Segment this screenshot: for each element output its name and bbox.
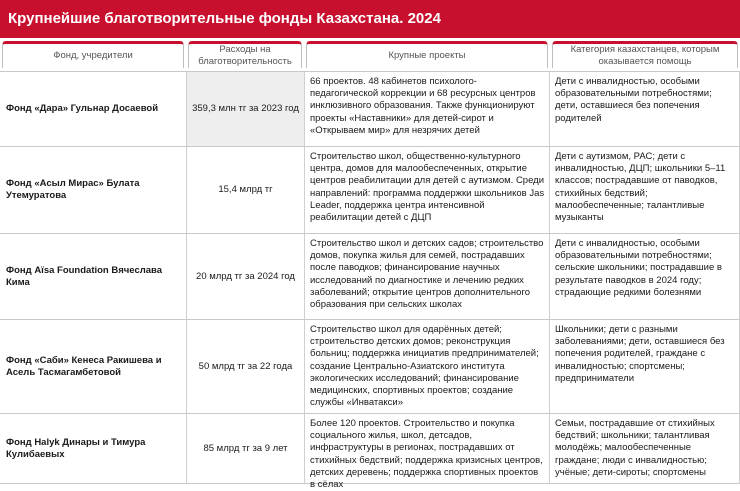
fund-category: Школьники; дети с разными заболеваниями; дети, оставшиеся без попечения родителей, граждане с инвалидностью; спортсмены; предприниматели [550, 320, 740, 413]
table-row [0, 414, 740, 491]
table-row [0, 147, 740, 234]
fund-name: Фонд Aïsa Foundation Вячеслава Кима [6, 264, 163, 288]
fund-projects: Строительство школ и детских садов; строительство домов, покупка жилья для семей, пострадавших после паводков; финансирование научных исследований по диагностике и лечению редких заболеваний; открытие центров дополнительного образования при сельских школах [304, 234, 550, 319]
fund-category: Дети с инвалидностью, особыми образовательными потребностями; сельские школьники; пострадавшие в результате паводков в 2024 году; страдающие редкими болезнями [550, 234, 740, 319]
fund-spending: 85 млрд тг за 9 лет [186, 414, 304, 483]
header-spending: Расходы на благотворительность [188, 41, 302, 68]
fund-projects: Строительство школ для одарённых детей; строительство детских домов; реконструкция больниц; поддержка инициатив предпринимателей; создание Центрально-Азиатского института экологических исследований; финансирование медицинских, спортивных проектов; создание службы «Инватакси» [304, 320, 550, 413]
fund-spending: 359,3 млн тг за 2023 год [186, 72, 304, 146]
fund-name: Фонд «Асыл Мирас» Булата Утемуратова [6, 178, 140, 201]
fund-name: Фонд Halyk Динары и Тимура Кулибаевых [6, 436, 146, 460]
funds-table [0, 39, 740, 491]
fund-spending: 50 млрд тг за 22 года [186, 320, 304, 413]
fund-name: Фонд «Саби» Кенеса Ракишева и Асель Тасмагамбетовой [6, 354, 162, 378]
fund-spending: 20 млрд тг за 2024 год [186, 234, 304, 319]
fund-projects: 66 проектов. 48 кабинетов психолого-педагогической коррекции и 68 ресурсных центров инклюзивного образования. Также функционируют проекты «Наставники» для детей-сирот и «Открываем мир» для незрячих детей [304, 72, 550, 146]
header-category: Категория казахстанцев, которым оказывается помощь [552, 41, 738, 68]
table-header-row [0, 39, 740, 72]
fund-spending: 15,4 млрд тг [186, 147, 304, 233]
header-fund: Фонд, учредители [2, 41, 184, 68]
page-title: Крупнейшие благотворительные фонды Казахстана. 2024 [0, 0, 740, 38]
table-row [0, 234, 740, 320]
fund-projects: Более 120 проектов. Строительство и покупка социального жилья, школ, детсадов, инфраструктуры в регионах, пострадавших от стихийных бедствий; поддержка кризисных центров, детских деревень; поддержка спортивных проектов в сёлах [304, 414, 550, 483]
fund-category: Дети с аутизмом, РАС; дети с инвалидностью, ДЦП; школьники 5–11 классов; пострадавшие от паводков, стихийных бедствий; малообеспеченные; талантливые музыканты [550, 147, 740, 233]
fund-name: Фонд «Дара» Гульнар Досаевой [6, 103, 159, 114]
table-row [0, 72, 740, 147]
header-projects: Крупные проекты [306, 41, 548, 68]
fund-category: Дети с инвалидностью, особыми образовательными потребностями; дети, оставшиеся без попечения родителей [550, 72, 740, 146]
fund-category: Семьи, пострадавшие от стихийных бедствий; школьники; талантливая молодёжь; малообеспеченные граждане; люди с инвалидностью; учёные; дети-сироты; спортсмены [550, 414, 740, 483]
fund-projects: Строительство школ, общественно-культурного центра, домов для малообеспеченных, открытие центров реабилитации для детей с аутизмом. Среди направлений: программа поддержки школьников Jas Leader, поддержка центра интенсивной реабилитации детей с ДЦП [304, 147, 550, 233]
table-row [0, 320, 740, 414]
